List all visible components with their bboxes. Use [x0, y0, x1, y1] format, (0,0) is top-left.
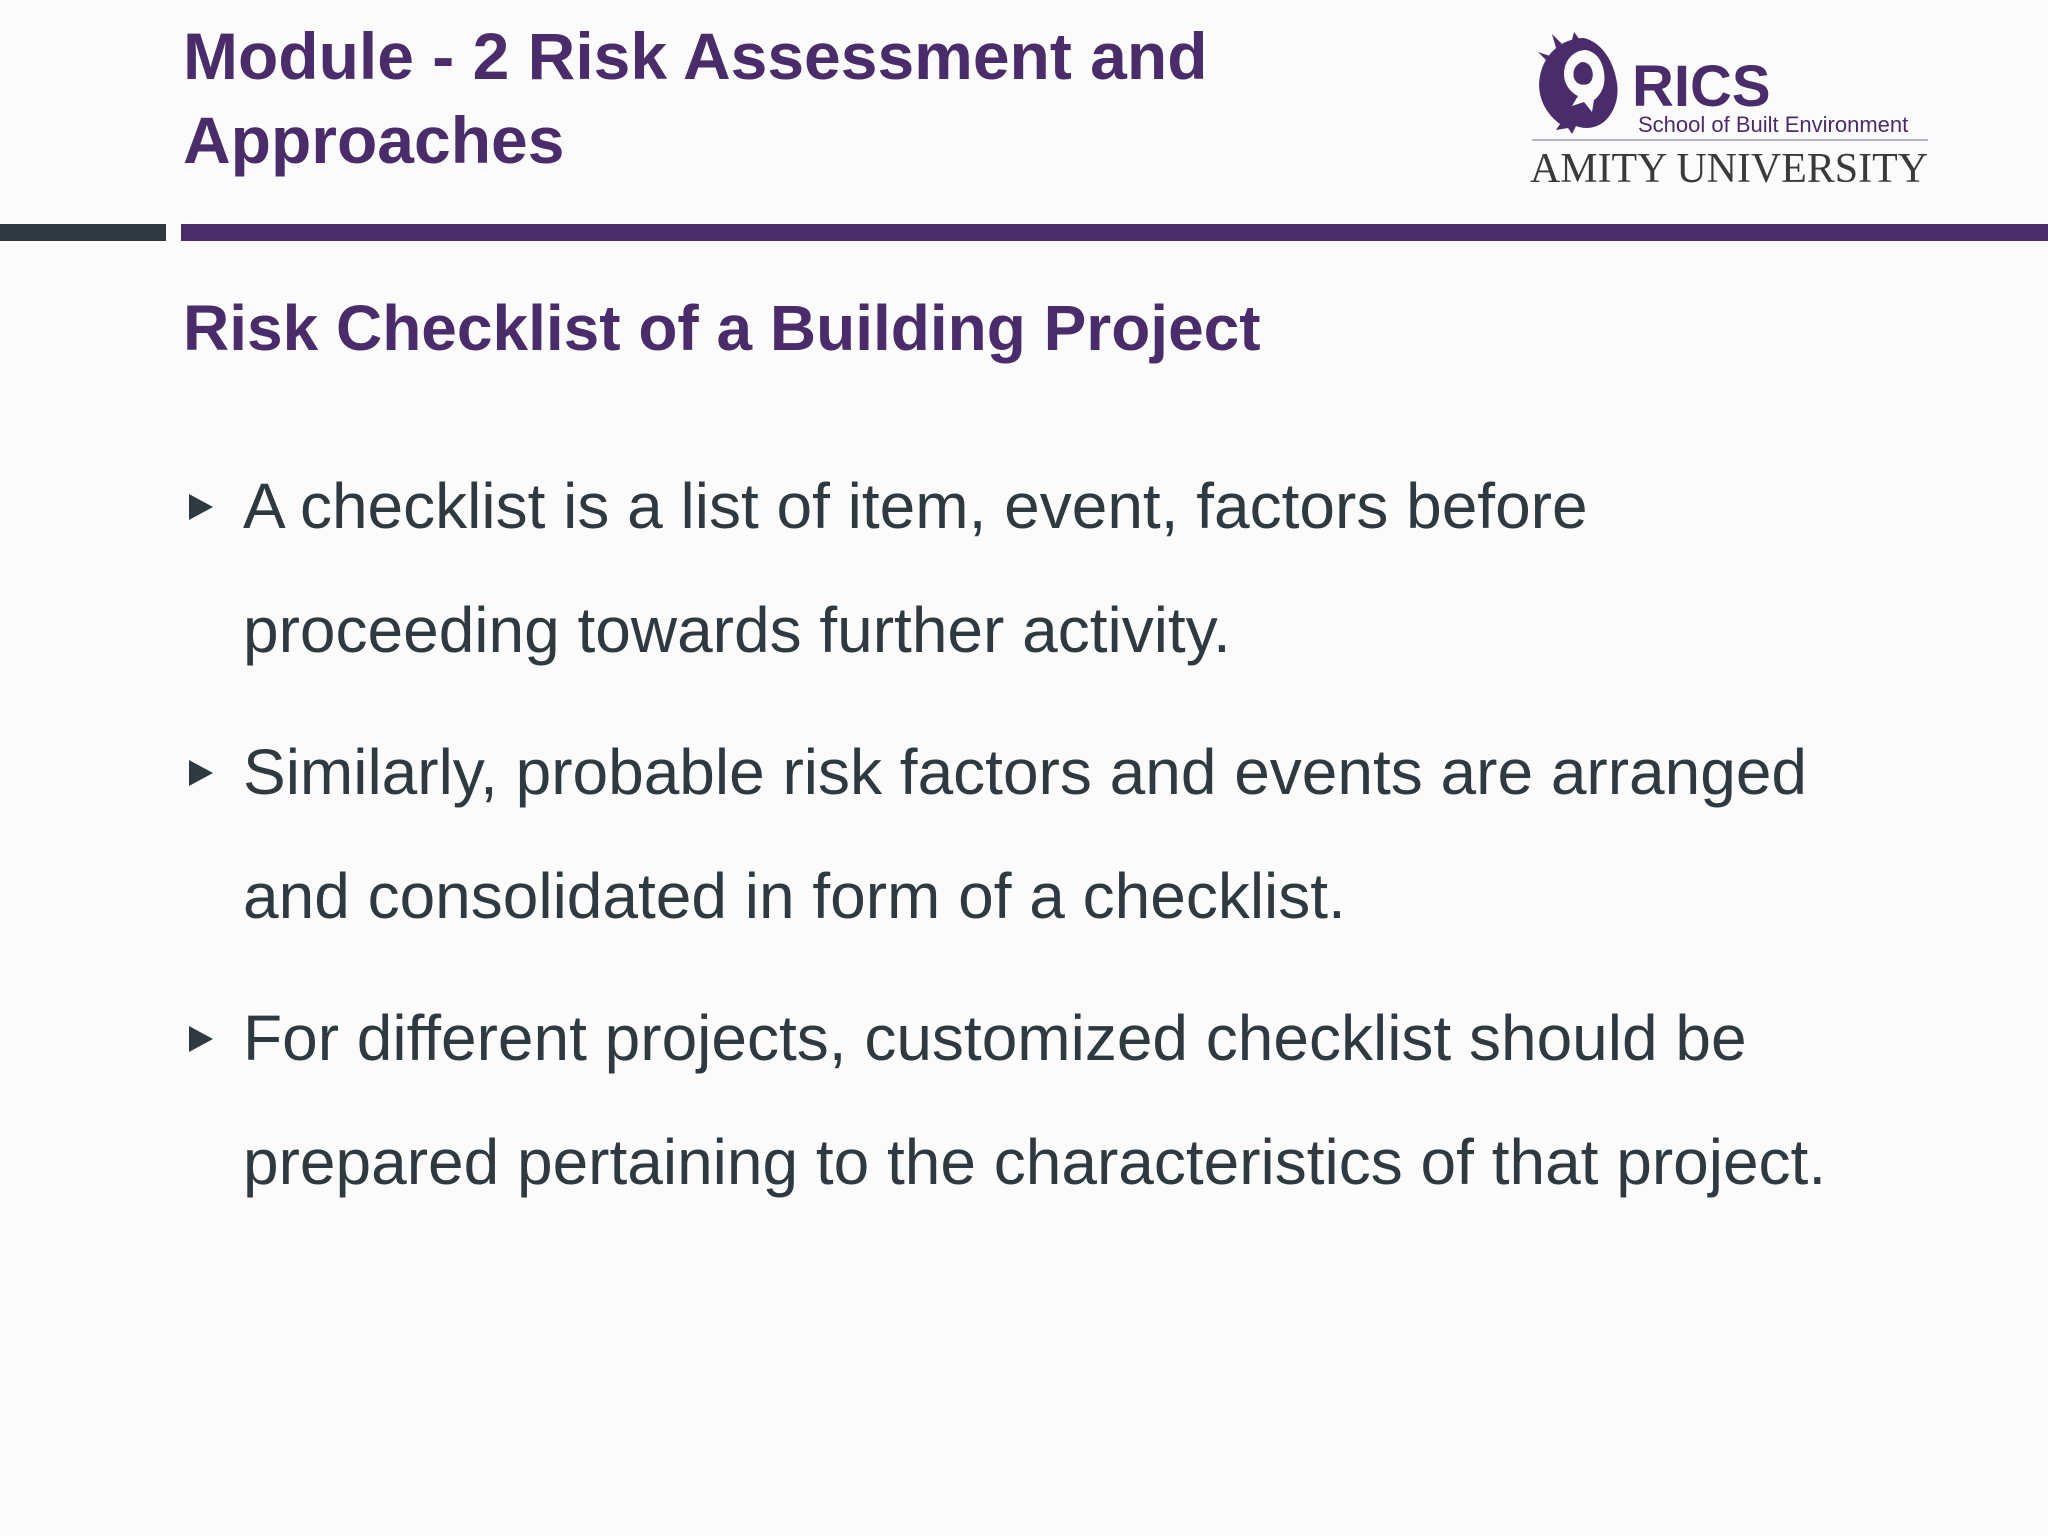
- bullet-item: [183, 710, 2003, 958]
- bullet-line: and consolidated in form of a checklist.: [243, 860, 1346, 932]
- bullet-line: proceeding towards further activity.: [243, 594, 1231, 666]
- triangle-bullet-icon: [189, 494, 213, 520]
- bullet-item: [183, 444, 2003, 692]
- bullet-line: prepared pertaining to the characteristics of that project.: [243, 1126, 1827, 1198]
- page-title: Module - 2 Risk Assessment and Approaches: [183, 19, 1208, 177]
- rics-amity-logo: [1526, 32, 1934, 192]
- triangle-bullet-icon: [189, 1026, 213, 1052]
- logo-university: AMITY UNIVERSITY: [1530, 146, 1928, 192]
- slide-subtitle: Risk Checklist of a Building Project: [183, 292, 1261, 364]
- bullet-line: A checklist is a list of item, event, factors before: [243, 470, 1588, 542]
- bullet-list: [183, 444, 2003, 1242]
- bullet-text: [243, 710, 2003, 958]
- header-rule-dark: [0, 224, 166, 241]
- lion-emblem-icon: [1538, 32, 1618, 134]
- bullet-line: Similarly, probable risk factors and events are arranged: [243, 736, 1807, 808]
- header-rule-purple: [181, 224, 2048, 241]
- logo-school: School of Built Environment: [1638, 112, 1909, 137]
- bullet-line: For different projects, customized checklist should be: [243, 1002, 1747, 1074]
- bullet-item: [183, 976, 2003, 1224]
- triangle-bullet-icon: [189, 760, 213, 786]
- bullet-text: [243, 444, 2003, 692]
- bullet-text: [243, 976, 2003, 1224]
- logo-brand: RICS: [1632, 54, 1771, 119]
